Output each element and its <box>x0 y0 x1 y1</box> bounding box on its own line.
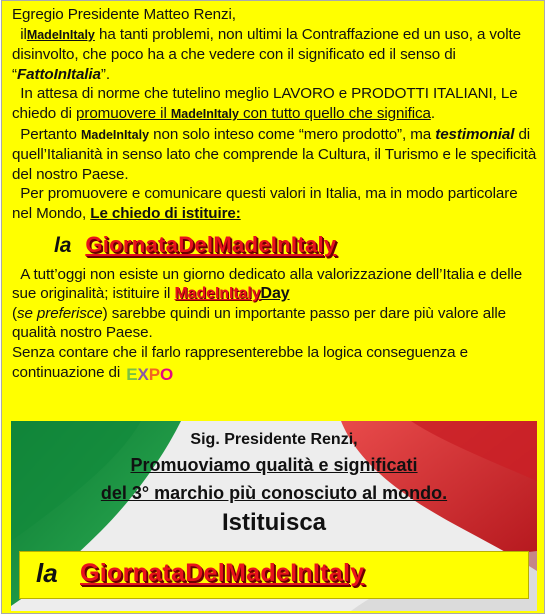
banner-line-4: Istituisca <box>221 509 327 536</box>
giornata-title: GiornataDelMadeInItaly <box>85 231 337 257</box>
heading-la: la <box>54 233 72 257</box>
final-la: la <box>36 558 58 588</box>
p1-post: ha tanti problemi, non ultimi la Contraffazione ed un uso, a volte disinvolto, che poco ha a che vedere con il significato ed il senso di “ <box>12 25 522 83</box>
banner-line-3: del 3° marchio più conosciuto al mondo. <box>100 483 448 503</box>
p4-pre: Per promuovere e comunicare questi valori in Italia, ma in modo particolare nel Mondo, <box>12 185 518 222</box>
final-giornata-title: GiornataDelMadeInItaly <box>80 559 365 587</box>
greeting: Egregio Presidente Matteo Renzi, <box>12 6 236 23</box>
p5-post: ) sarebbe quindi un importante passo per dare più valore alle qualità nostro Paese. <box>12 304 506 342</box>
p5-pre: A tutt’oggi non esiste un giorno dedicato alla valorizzazione dell’Italia e delle sue originalità; istituire il <box>12 265 523 303</box>
brand-madeinitaly-3: MadeInItaly <box>80 127 150 142</box>
paragraph-1 <box>12 25 537 85</box>
paragraph-5 <box>12 265 537 343</box>
p3-mid: non solo inteso come “mero prodotto”, ma <box>149 125 436 143</box>
p6-text: Senza contare che il farlo rappresenterebbe la logica conseguenza e continuazione di <box>12 343 468 381</box>
paragraph-4 <box>12 184 537 223</box>
brand-madeinitaly: MadeInItaly <box>26 27 95 42</box>
expo-letter-x: X <box>137 364 149 384</box>
p5-italic: se preferisce <box>16 304 103 322</box>
p1-end: ”. <box>100 65 110 83</box>
expo-logo <box>126 365 173 386</box>
letter-body <box>12 5 537 385</box>
madeinitaly-day-red: MadeInItaly <box>174 285 261 303</box>
p5-paren: ( <box>12 304 17 322</box>
banner-line-2: Promuoviamo qualità e significati <box>130 455 418 475</box>
p2-underline-b: con tutto quello che significa <box>238 104 431 122</box>
expo-letter-o: O <box>160 364 174 384</box>
poster <box>1 0 545 614</box>
paragraph-6 <box>12 343 537 385</box>
p2-end: . <box>430 104 435 122</box>
expo-letter-p: P <box>148 364 161 384</box>
banner-line-1: Sig. Presidente Renzi, <box>190 431 358 448</box>
request-phrase: Le chiedo di istituire: <box>90 204 241 222</box>
p3-post: di quell’Italianità in senso lato che comprende la Cultura, il Turismo e le specificità del nostro Paese. <box>12 125 537 183</box>
brand-madeinitaly-2: MadeInItaly <box>170 106 239 121</box>
expo-letter-e: E <box>126 364 138 384</box>
p3-pre: Pertanto <box>20 125 81 143</box>
paragraph-3 <box>12 125 537 185</box>
p2-pre: In attesa di norme che tutelino meglio LAVORO e PRODOTTI ITALIANI, Le chiedo di <box>12 85 518 122</box>
giornata-heading <box>12 228 537 263</box>
p2-underline-a: promuovere il <box>76 104 171 122</box>
p1-pre: il <box>20 25 27 43</box>
paragraph-2 <box>12 84 537 124</box>
fattoinitalia: FattoInItalia <box>16 65 101 83</box>
madeinitaly-day-suffix: Day <box>260 285 290 303</box>
final-title-box <box>19 551 529 599</box>
testimonial: testimonial <box>435 125 515 143</box>
